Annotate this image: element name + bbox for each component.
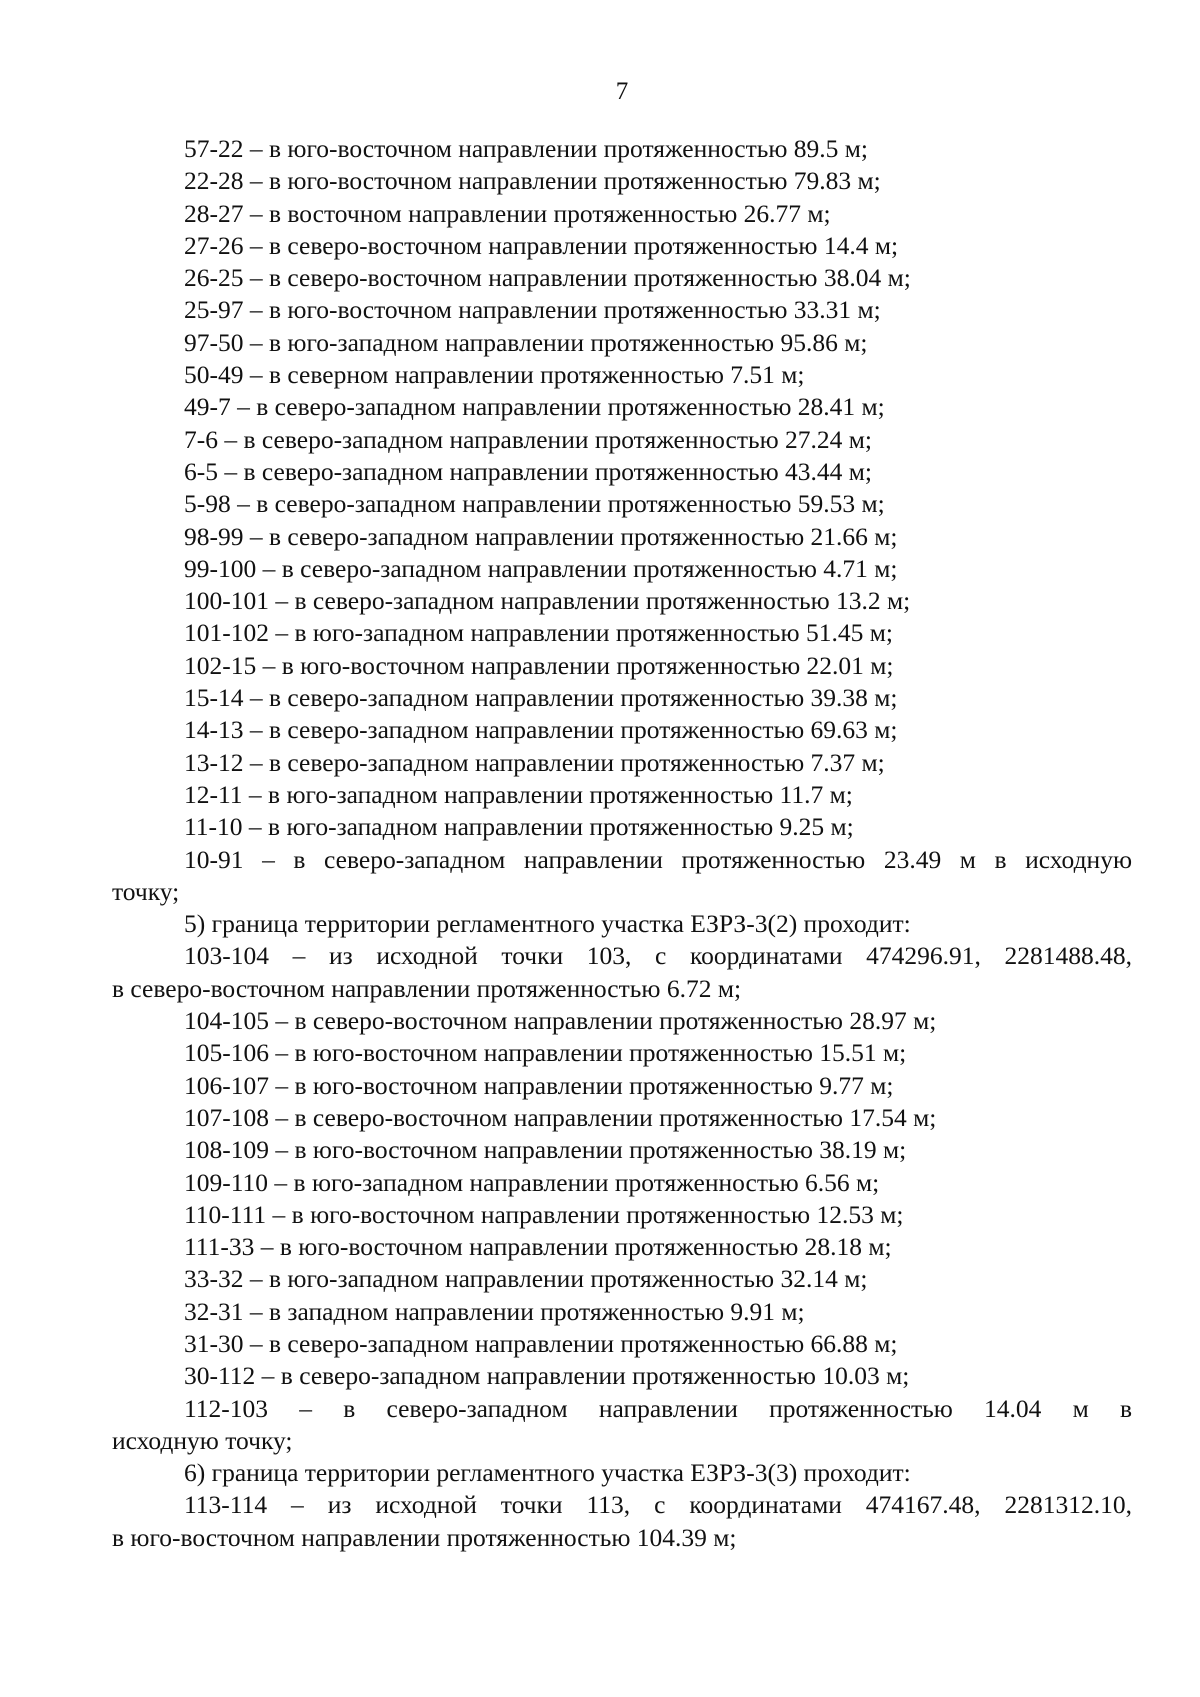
- text-line: 5) граница территории регламентного участка ЕЗРЗ-3(2) проходит:: [184, 909, 911, 939]
- text-line: 32-31 – в западном направлении протяженностью 9.91 м;: [184, 1296, 805, 1326]
- text-line: 100-101 – в северо-западном направлении протяженностью 13.2 м;: [184, 586, 911, 616]
- text-line: 111-33 – в юго-восточном направлении протяженностью 28.18 м;: [184, 1232, 892, 1262]
- text-line: 22-28 – в юго-восточном направлении протяженностью 79.83 м;: [184, 166, 881, 196]
- text-line: 14-13 – в северо-западном направлении протяженностью 69.63 м;: [184, 715, 898, 745]
- text-line: 33-32 – в юго-западном направлении протяженностью 32.14 м;: [184, 1264, 868, 1294]
- text-line: 28-27 – в восточном направлении протяженностью 26.77 м;: [184, 198, 831, 228]
- text-line: 6) граница территории регламентного участка ЕЗРЗ-3(3) проходит:: [184, 1458, 911, 1488]
- text-line: 99-100 – в северо-западном направлении протяженностью 4.71 м;: [184, 553, 898, 583]
- text-line: 97-50 – в юго-западном направлении протяженностью 95.86 м;: [184, 327, 868, 357]
- document-page: [112, 0, 1132, 1697]
- text-line: 109-110 – в юго-западном направлении протяженностью 6.56 м;: [184, 1167, 880, 1197]
- text-line: 106-107 – в юго-восточном направлении протяженностью 9.77 м;: [184, 1070, 894, 1100]
- text-line: 13-12 – в северо-западном направлении протяженностью 7.37 м;: [184, 747, 885, 777]
- text-line: 12-11 – в юго-западном направлении протяженностью 11.7 м;: [184, 779, 853, 809]
- text-line: 105-106 – в юго-восточном направлении протяженностью 15.51 м;: [184, 1038, 907, 1068]
- text-line: 107-108 – в северо-восточном направлении протяженностью 17.54 м;: [184, 1102, 937, 1132]
- text-line: в юго-восточном направлении протяженностью 104.39 м;: [112, 1522, 737, 1552]
- text-line: 57-22 – в юго-восточном направлении протяженностью 89.5 м;: [184, 134, 869, 163]
- text-line: 5-98 – в северо-западном направлении протяженностью 59.53 м;: [184, 489, 885, 519]
- text-line: 113-114 – из исходной точки 113, с координатами 474167.48, 2281312.10,: [184, 1490, 1132, 1520]
- page-number: 7: [615, 78, 629, 105]
- text-line: 26-25 – в северо-восточном направлении протяженностью 38.04 м;: [184, 263, 911, 293]
- text-line: 25-97 – в юго-восточном направлении протяженностью 33.31 м;: [184, 295, 881, 325]
- document-body: [112, 133, 1132, 1554]
- text-line: в северо-восточном направлении протяженностью 6.72 м;: [112, 973, 742, 1003]
- text-line: 31-30 – в северо-западном направлении протяженностью 66.88 м;: [184, 1328, 898, 1358]
- text-line: 98-99 – в северо-западном направлении протяженностью 21.66 м;: [184, 521, 898, 551]
- text-line: 110-111 – в юго-восточном направлении протяженностью 12.53 м;: [184, 1199, 904, 1229]
- text-line: 49-7 – в северо-западном направлении протяженностью 28.41 м;: [184, 392, 885, 422]
- text-line: 103-104 – из исходной точки 103, с координатами 474296.91, 2281488.48,: [184, 941, 1132, 971]
- text-line: 104-105 – в северо-восточном направлении протяженностью 28.97 м;: [184, 1006, 937, 1036]
- text-line: исходную точку;: [112, 1425, 293, 1455]
- text-line: 7-6 – в северо-западном направлении протяженностью 27.24 м;: [184, 424, 872, 454]
- text-line: 10-91 – в северо-западном направлении протяженностью 23.49 м в исходную: [184, 844, 1132, 874]
- text-line: 15-14 – в северо-западном направлении протяженностью 39.38 м;: [184, 683, 898, 713]
- text-line: 30-112 – в северо-западном направлении протяженностью 10.03 м;: [184, 1361, 910, 1391]
- text-line: 27-26 – в северо-восточном направлении протяженностью 14.4 м;: [184, 230, 899, 260]
- text-line: 101-102 – в юго-западном направлении протяженностью 51.45 м;: [184, 618, 893, 648]
- text-line: 108-109 – в юго-восточном направлении протяженностью 38.19 м;: [184, 1135, 907, 1165]
- text-line: 50-49 – в северном направлении протяженностью 7.51 м;: [184, 360, 805, 390]
- text-line: 6-5 – в северо-западном направлении протяженностью 43.44 м;: [184, 456, 872, 486]
- text-line: 11-10 – в юго-западном направлении протяженностью 9.25 м;: [184, 812, 854, 842]
- text-line: точку;: [112, 876, 180, 906]
- text-line: 112-103 – в северо-западном направлении протяженностью 14.04 м в: [184, 1393, 1132, 1423]
- text-line: 102-15 – в юго-восточном направлении протяженностью 22.01 м;: [184, 650, 894, 680]
